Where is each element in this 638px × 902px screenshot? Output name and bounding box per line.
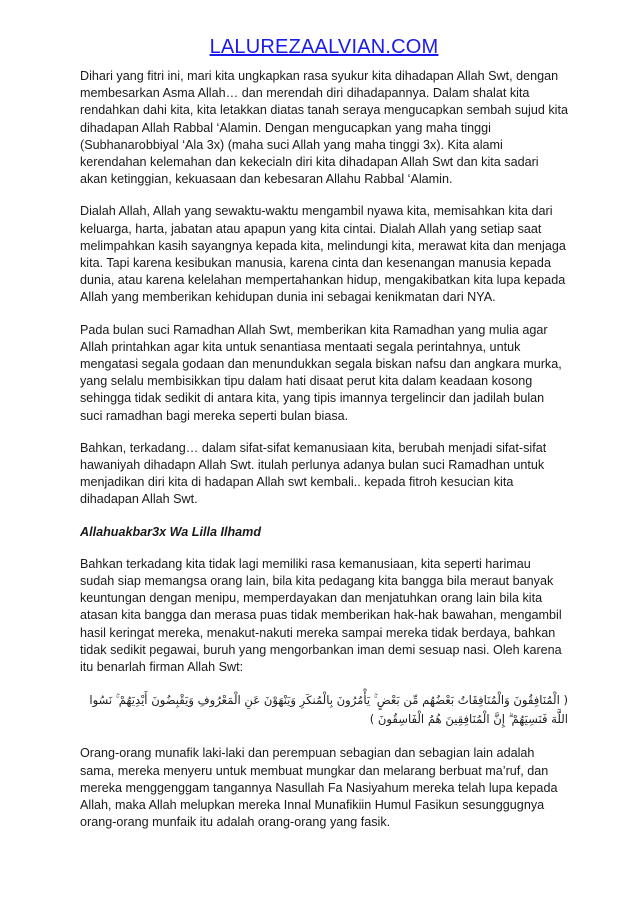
paragraph-2: Dialah Allah, Allah yang sewaktu-waktu mengambil nyawa kita, memisahkan kita dari keluarga, harta, jabatan atau apapun yang kita cintai. Dialah Allah yang setiap saat melimpahkan kasih sayangnya kepada kita, melindungi kita, merawat kita dan menjaga kita. Tapi karena kesibukan manusia, karena cinta dan kesenangan manusia kepada dunia, atau karena kelelahan mempertahankan hidup, mengakibatkan kita lupa kepada Allah yang memberikan kehidupan dunia ini sebagai kenikmatan dari NYA. (80, 204, 566, 305)
section-heading: Allahuakbar3x Wa Lilla Ilhamd (80, 524, 262, 539)
paragraph-4: Bahkan, terkadang… dalam sifat-sifat kemanusiaan kita, berubah menjadi sifat-sifat hawaniyah dihadapn Allah Swt. itulah perlunya adanya bulan suci Ramadhan untuk menjadikan diri kita di hadapan Allah swt kembali.. kepada fitroh kesucian kita dihadapan Allah Swt. (80, 440, 547, 507)
paragraph-5: Bahkan terkadang kita tidak lagi memiliki rasa kemanusiaan, kita seperti harimau sudah siap memangsa orang lain, bila kita pedagang kita bangga bila meraut banyak keuntungan dengan menipu, memperdayakan dan menjatuhkan orang lain bila kita atasan kita bangga dan merasa puas tidak memberikan hak-hak bawahan, mengambil hasil keringat mereka, menakut-nakuti mereka sampai mereka tidak berdaya, bahkan tidak sedikit pegawai, buruh yang mengorbankan iman demi sesuap nasi. Oleh karena itu benarlah firman Allah Swt: (80, 556, 562, 675)
arabic-verse: ( الْمُنَافِقُونَ وَالْمُنَافِقَاتُ بَعْضُهُم مِّن بَعْضٍ ۚ يَأْمُرُونَ بِالْمُنكَرِ وَيَنْهَوْنَ عَنِ الْمَعْرُوفِ وَيَقْبِضُونَ أَيْدِيَهُمْ ۚ نَسُوا اللَّهَ فَنَسِيَهُمْ ۗ إِنَّ الْمُنَافِقِينَ هُمُ الْفَاسِقُونَ ) (89, 693, 568, 727)
paragraph-1: Dihari yang fitri ini, mari kita ungkapkan rasa syukur kita dihadapan Allah Swt, dengan membesarkan Asma Allah… dan merendah diri dihadapannya. Dalam shalat kita rendahkan dahi kita, kita letakkan diatas tanah seraya mengucapkan sembah sujud kita dihadapan Allah Rabbal ‘Alamin. Dengan mengucapkan yang maha tinggi (Subhanarobbiyal ‘Ala 3x) (maha suci Allah yang maha tinggi 3x). Kita alami kerendahan kelemahan dan kekecialn diri kita dihadapan Allah Swt dan kita sadari akan ketinggian, kekuasaan dan kebesaran Allahu Rabbal ‘Alamin. (80, 69, 568, 187)
paragraph-6: Orang-orang munafik laki-laki dan perempuan sebagian dan sebagian lain adalah sama, mereka menyeru untuk membuat mungkar dan melarang berbuat ma’ruf, dan mereka menggenggam tangannya Nasullah Fa Nasiyahum mereka telah lupa kepada Allah, maka Allah melupkan mereka Innal Munafikiin Humul Fasikun sesunggugnya orang-orang munfaik itu adalah orang-orang yang fasik. (80, 746, 558, 830)
site-header-link[interactable]: LALUREZAALVIAN.COM (209, 36, 439, 58)
paragraph-3: Pada bulan suci Ramadhan Allah Swt, memberikan kita Ramadhan yang mulia agar Allah printahkan agar kita untuk senantiasa mentaati segala perintahnya, untuk mengatasi segala godaan dan menundukkan segala biskan nafsu dan angkara murka, yang selalu membisikkan tipu dalam hati disaat perut kita dalam keadaan kosong sehingga tidak sedikit di antara kita, yang tipis imannya tergelincir dan jadilah bulan suci ramadhan bagi mereka seperti bulan biasa. (80, 322, 562, 423)
